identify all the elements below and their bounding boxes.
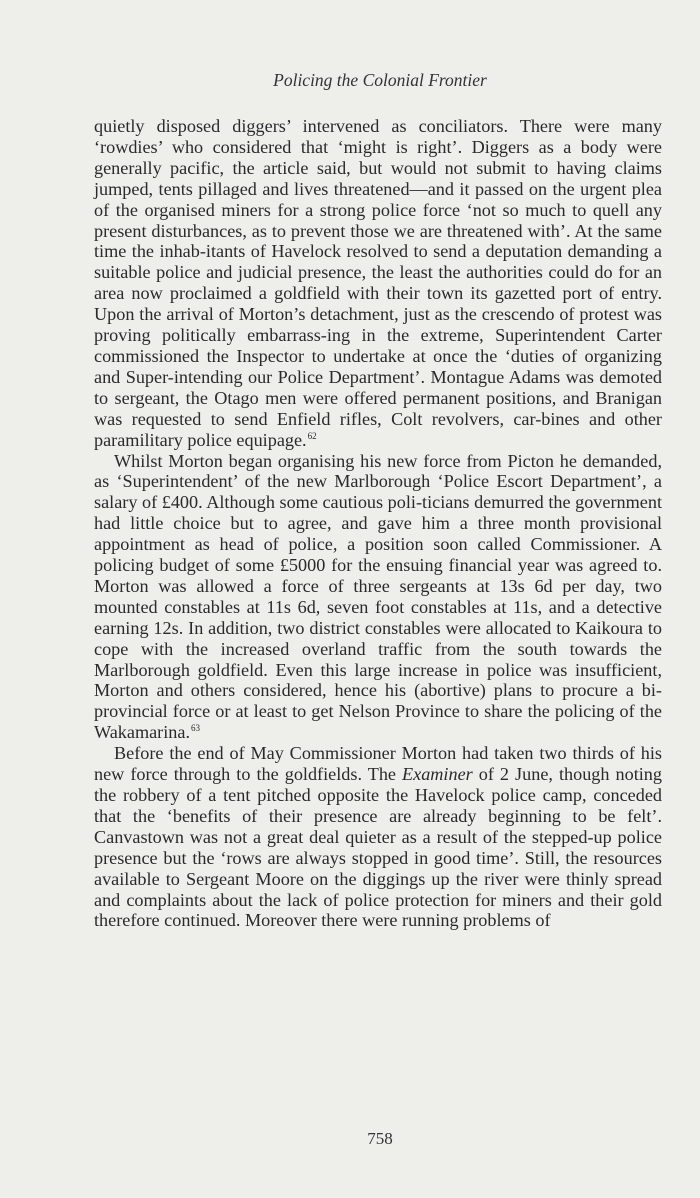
footnote-ref-62[interactable]: 62 bbox=[307, 430, 317, 441]
paragraph-3-text: Before the end of May Commissioner Morton had taken two thirds of his new force through to the goldfields. The Examiner of 2 June, though noting the robbery of a tent pitched opposite the Havelock police camp, conceded that the ‘benefits of their presence are already beginning to be felt’. Canvastown was not a great deal quieter as a result of the stepped-up police presence but the ‘rows are always stopped in good time’. Still, the resources available to Sergeant Moore on the diggings up the river were thinly spread and complaints about the lack of police protection for miners and their gold therefore continued. Moreover there were running problems of bbox=[94, 743, 662, 931]
paragraph-1-text: quietly disposed diggers’ intervened as conciliators. There were many ‘rowdies’ who considered that ‘might is right’. Diggers as a body were generally pacific, the article said, but would not submit to having claims jumped, tents pillaged and lives threatened—and it passed on the urgent plea of the organised miners for a strong police force ‘not so much to quell any present disturbances, as to prevent those we are threatened with’. At the same time the inhab-itants of Havelock resolved to send a deputation demanding a suitable police and judicial presence, the least the authorities could do for an area now proclaimed a goldfield with their town its gazetted port of entry. Upon the arrival of Morton’s detachment, just as the crescendo of protest was proving politically embarrass-ing in the extreme, Superintendent Carter commissioned the Inspector to undertake at once the ‘duties of organizing and Super-intending our Police Department’. Montague Adams was demoted to sergeant, the Otago men were offered permanent positions, and Branigan was requested to send Enfield rifles, Colt revolvers, car-bines and other paramilitary police equipage. bbox=[94, 116, 662, 450]
paragraph-1 bbox=[94, 116, 662, 451]
footnote-ref-63[interactable]: 63 bbox=[191, 723, 200, 734]
running-head: Policing the Colonial Frontier bbox=[273, 70, 487, 90]
page-number: 758 bbox=[367, 1129, 393, 1148]
paragraph-2 bbox=[94, 451, 662, 744]
newspaper-title: Examiner bbox=[402, 764, 473, 785]
paragraph-3 bbox=[94, 743, 662, 931]
paragraph-2-text: Whilst Morton began organising his new force from Picton he demanded, as ‘Superintendent’ of the new Marlborough ‘Police Escort Department’, a salary of £400. Although some cautious poli-ticians demurred the government had little choice but to agree, and gave him a three month provisional appointment as head of police, a position soon called Commissioner. A policing budget of some £5000 for the ensuing financial year was agreed to. Morton was allowed a force of three sergeants at 13s 6d per day, two mounted constables at 11s 6d, seven foot constables at 11s, and a detective earning 12s. In addition, two district constables were allocated to Kaikoura to cope with the increased overland traffic from the south towards the Marlborough goldfield. Even this large increase in police was insufficient, Morton and others considered, hence his (abortive) plans to procure a bi-provincial force or at least to get Nelson Province to share the policing of the Wakamarina. bbox=[94, 450, 662, 743]
body-text bbox=[94, 116, 662, 931]
